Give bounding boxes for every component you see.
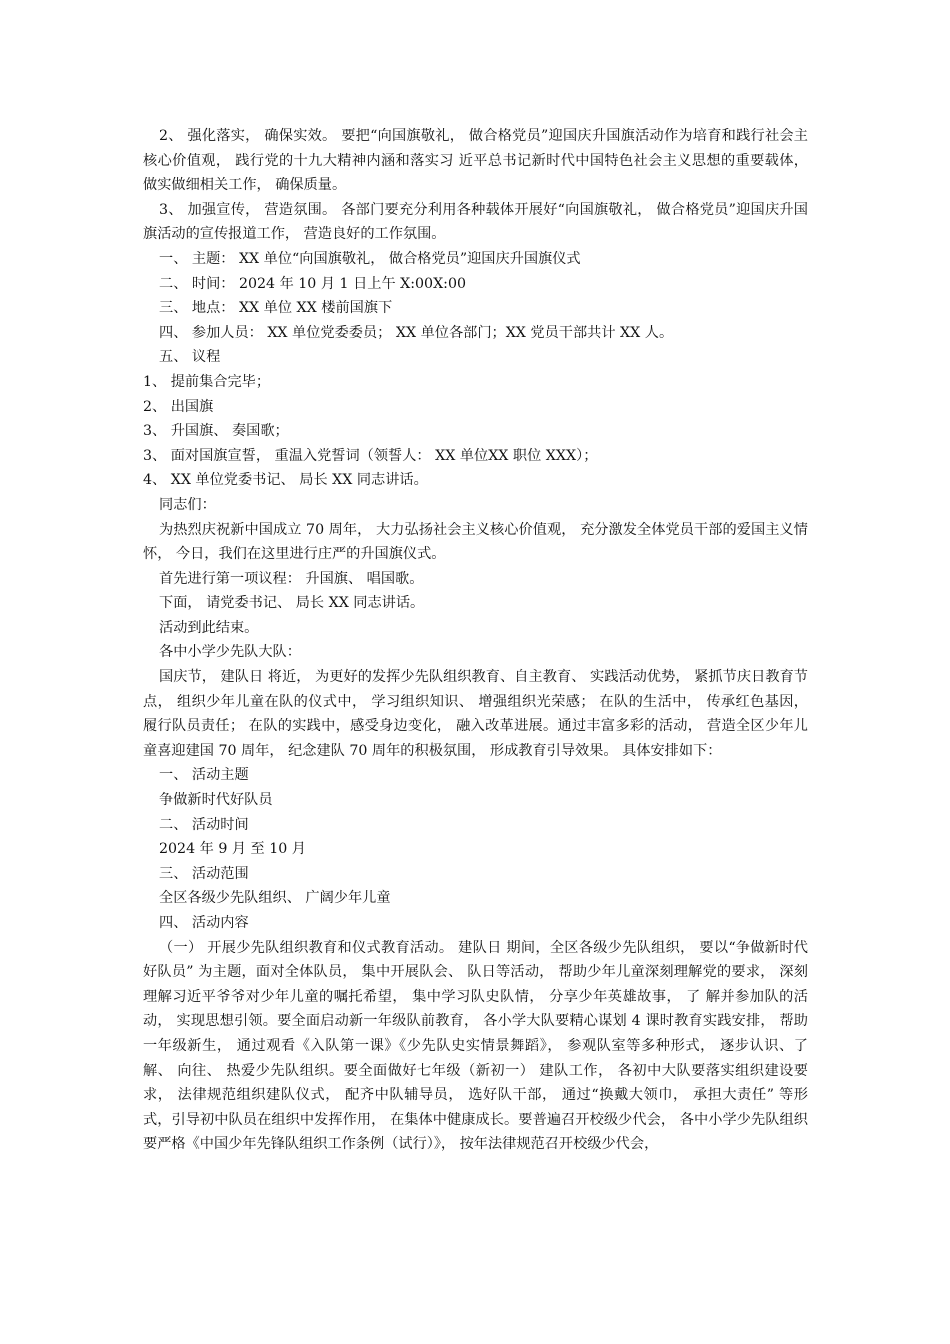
document-body xyxy=(143,124,808,1157)
speech-opening: 为热烈庆祝新中国成立 70 周年， 大力弘扬社会主义核心价值观， 充分激发全体党员干部的爱国主义情怀， 今日，我们在这里进行庄严的升国旗仪式。 xyxy=(143,521,808,563)
section-theme-heading: 一、 活动主题 xyxy=(159,767,249,784)
paragraph-publicity: 3、 加强宣传， 营造氛围。 各部门要充分利用各种载体开展好“向国旗敬礼， 做合格党员”迎国庆升国旗活动的宣传报道工作， 营造良好的工作氛围。 xyxy=(143,201,808,243)
speech-closing: 活动到此结束。 xyxy=(159,619,259,636)
agenda-item-assemble: 1、 提前集合完毕； xyxy=(143,373,271,390)
section-theme-value: 争做新时代好队员 xyxy=(159,792,273,809)
item-theme: 一、 主题： XX 单位“向国旗敬礼， 做合格党员”迎国庆升国旗仪式 xyxy=(159,250,581,267)
agenda-item-oath: 3、 面对国旗宣誓， 重温入党誓词（领誓人： XX 单位XX 职位 XXX）； xyxy=(143,447,598,464)
section-scope-heading: 三、 活动范围 xyxy=(159,865,249,882)
agenda-item-raise-flag: 3、 升国旗、 奏国歌； xyxy=(143,423,289,440)
speech-greeting: 同志们： xyxy=(159,496,216,513)
section-time-heading: 二、 活动时间 xyxy=(159,816,249,833)
section-content-body: （一） 开展少先队组织教育和仪式教育活动。 建队日 期间，全区各级少先队组织， 要以“争做新时代好队员” 为主题，面对全体队员， 集中开展队会、 队日等活动， 帮助少年儿童深刻理解党的要求， 深刻理解习近平爷爷对少年儿童的嘱托希望， 集中学习队史队情， 分享少年英雄故事， 了 解并参加队的活动， 实现思想引领。要全面启动新一年级队前教育， 各小学大队要精心谋划 4 课时教育实践安排， 帮助一年级新生， 通过观看《入队第一课》《少先队史实情景舞蹈》， 参观队室等多种形式， 逐步认识、了 解、 向往、 热爱少先队组织。要全面做好七年级（新初一） 建队工作， 各初中大队要落实组织建设要求， 法律规范组织建队仪式， 配齐中队辅导员， 选好队干部， 通过“换戴大领巾， 承担大责任” 等形式，引导初中队员在组织中发挥作用， 在集体中健康成长。要普遍召开校级少代会， 各中小学少先队组织要严格《中国少年先锋队组织工作条例（试行）》， 按年法律规范召开校级少代会， xyxy=(143,939,808,1153)
item-location: 三、 地点： XX 单位 XX 楼前国旗下 xyxy=(159,300,393,317)
item-agenda-heading: 五、 议程 xyxy=(159,349,221,366)
section-scope-value: 全区各级少先队组织、 广阔少年儿童 xyxy=(159,890,391,907)
agenda-item-present-flag: 2、 出国旗 xyxy=(143,398,214,415)
notice-salutation: 各中小学少先队大队： xyxy=(159,644,301,661)
speech-next: 下面， 请党委书记、 局长 XX 同志讲话。 xyxy=(159,595,425,612)
item-participants: 四、 参加人员： XX 单位党委委员； XX 单位各部门；XX 党员干部共计 XX 人。 xyxy=(159,324,674,341)
section-content-heading: 四、 活动内容 xyxy=(159,915,249,931)
item-time: 二、 时间： 2024 年 10 月 1 日上午 X:00X:00 xyxy=(159,275,467,292)
speech-first-item: 首先进行第一项议程： 升国旗、 唱国歌。 xyxy=(159,570,424,587)
agenda-item-speech: 4、 XX 单位党委书记、 局长 XX 同志讲话。 xyxy=(143,472,428,489)
notice-intro: 国庆节， 建队日 将近， 为更好的发挥少先队组织教育、自主教育、 实践活动优势， 紧抓节庆日教育节点， 组织少年儿童在队的仪式中， 学习组织知识、 增强组织光荣感； 在队的生活中， 传承红色基因， 履行队员责任； 在队的实践中，感受身边变化， 融入改革进展。通过丰富多彩的活动， 营造全区少年儿童喜迎建国 70 周年， 纪念建队 70 周年的积极氛围， 形成教育引导效果。 具体安排如下： xyxy=(143,669,808,759)
section-time-value: 2024 年 9 月 至 10 月 xyxy=(159,841,306,858)
paragraph-strengthen-implementation: 2、 强化落实， 确保实效。 要把“向国旗敬礼， 做合格党员”迎国庆升国旗活动作为培育和践行社会主核心价值观， 践行党的十九大精神内涵和落实习 近平总书记新时代中国特色社会主义思想的重要载体， 做实做细相关工作， 确保质量。 xyxy=(143,128,808,194)
